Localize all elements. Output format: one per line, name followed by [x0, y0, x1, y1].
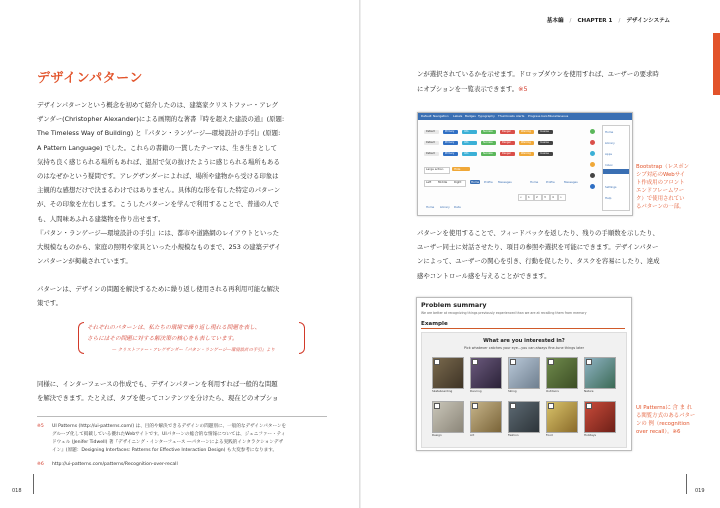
- bootstrap-page-link: [534, 194, 542, 201]
- bootstrap-button: [481, 152, 496, 156]
- bootstrap-page-link: [526, 194, 534, 201]
- paragraph-3-line: 策です。: [37, 299, 63, 308]
- quote-bracket-left: [78, 322, 84, 354]
- bootstrap-button-label: Inverse: [540, 141, 549, 144]
- bootstrap-button: [500, 130, 515, 134]
- bootstrap-sidebar: [602, 125, 630, 211]
- bootstrap-page-label: 3: [544, 195, 546, 199]
- bootstrap-button: [443, 130, 458, 134]
- bootstrap-button-label: Danger: [502, 130, 511, 133]
- bootstrap-nav-item: Progress bars: [528, 114, 548, 118]
- bootstrap-sidebar-item: Library: [605, 141, 615, 145]
- tile-checkbox[interactable]: [548, 359, 554, 365]
- paragraph-1-line: 主観的な感想だけで決まるわけではありません。具体的な形を有した特定のパターン: [37, 186, 281, 195]
- right-page: [361, 0, 720, 508]
- paragraph-1-line: も、人間味あふれる建築物を作り出せます。: [37, 214, 165, 223]
- page-edge-mark: [686, 474, 687, 494]
- footnote-text: グループ化して掲載している優れたWebサイトです。UIパターンの総合的な情報については、ジェニファー・ティ: [52, 432, 286, 437]
- bootstrap-button-label: Info: [464, 141, 469, 144]
- bootstrap-page-label: 4: [552, 195, 554, 199]
- bootstrap-label-messages: Messages: [498, 180, 512, 184]
- interest-question: What are you interested in?: [483, 338, 565, 344]
- bootstrap-page-label: 2: [536, 195, 538, 199]
- caption-ui-patterns-line: UI Patternsに 含 ま れ: [636, 405, 693, 411]
- footnote-mark: ※6: [37, 462, 44, 467]
- bootstrap-page-label: 1: [528, 195, 530, 199]
- bootstrap-button-label: Default: [426, 152, 435, 155]
- tile-checkbox[interactable]: [510, 359, 516, 365]
- interest-picker: [421, 332, 627, 448]
- footnote-text: イン』(原題：Designing Interfaces: Patterns for Effective Interaction Design) も大変参考になります。: [52, 448, 278, 453]
- bootstrap-label-middle: Middle: [438, 180, 448, 184]
- tile-checkbox[interactable]: [434, 403, 440, 409]
- page-number-left: 018: [12, 488, 22, 494]
- bootstrap-button-label: Danger: [502, 152, 511, 155]
- interest-tile-label: Nature: [584, 389, 594, 393]
- bootstrap-nav-item: Badges: [465, 114, 476, 118]
- bootstrap-button: [519, 152, 534, 156]
- bootstrap-sidebar-item: Inbox: [605, 163, 613, 167]
- bootstrap-badge: [590, 184, 595, 189]
- right-paragraph-2-line: ンによって、ユーザーの関心を引き、行動を促したり、タスクを容易にしたり、達成: [417, 257, 660, 266]
- interest-tile-label: Skiing: [508, 389, 517, 393]
- bootstrap-button: [538, 141, 553, 145]
- interest-tile[interactable]: [432, 401, 464, 433]
- interest-tile[interactable]: [470, 357, 502, 389]
- interest-tile-label: Fashion: [508, 433, 519, 437]
- left-page: [0, 0, 359, 508]
- bootstrap-button: [424, 141, 439, 145]
- bootstrap-button: [500, 141, 515, 145]
- caption-ui-patterns-line: ンの 例（recognition: [636, 421, 690, 427]
- bootstrap-nav-item: Miscellaneous: [548, 114, 569, 118]
- bootstrap-button-label: Success: [483, 141, 493, 144]
- interest-tile-label: Holidays: [584, 433, 596, 437]
- interest-tile-label: Food: [546, 433, 553, 437]
- interest-tile[interactable]: [584, 357, 616, 389]
- footnote-mark: ※5: [37, 424, 44, 429]
- paragraph-3-line: パターンは、デザインの問題を解決するために繰り返し使用される再利用可能な解決: [37, 285, 280, 293]
- caption-bootstrap-line: エンドフレームワー: [636, 188, 685, 194]
- quote-line-1: それぞれのパターンは、私たちの環境で繰り返し現れる問題を表し、: [87, 325, 261, 331]
- interest-tile[interactable]: [508, 357, 540, 389]
- bootstrap-page-label: »: [560, 195, 562, 199]
- bootstrap-badge: [590, 173, 595, 178]
- section-heading: デザインパターン: [37, 71, 143, 86]
- ui-patterns-screenshot: [416, 297, 632, 451]
- tile-checkbox[interactable]: [472, 403, 478, 409]
- paragraph-1-line: のはなぜかという疑問です。アレグザンダーによれば、場所や建物から受ける印象は: [37, 172, 279, 180]
- bootstrap-button: [443, 152, 458, 156]
- paragraph-1-line: A Pattern Language) でした。これらの書籍の一貫したテーマは、生き生きとして: [37, 143, 278, 152]
- bootstrap-button-label: Info: [464, 130, 469, 133]
- interest-tile[interactable]: [546, 357, 578, 389]
- bootstrap-sidebar-item: Home: [605, 130, 614, 134]
- paragraph-1-line: ザンダー(Christopher Alexander)による画期的な著書『時を超えた建設の道』(原題:: [37, 115, 285, 124]
- bootstrap-badge: [590, 129, 595, 134]
- running-head-title: デザインシステム: [626, 18, 670, 24]
- bootstrap-nav-item: Default: [421, 114, 432, 118]
- interest-tile-label: Dancing: [470, 389, 482, 393]
- bootstrap-breadcrumb-item: Data: [454, 205, 461, 209]
- interest-prompt: Pick whatever catches your eye...you can always fine-tune things later: [463, 346, 585, 350]
- tile-checkbox[interactable]: [586, 359, 592, 365]
- quote-line-2: さらにはその問題に対する解決策の核心をも表しています。: [87, 336, 238, 342]
- bootstrap-button: [424, 130, 439, 134]
- bootstrap-button-label: Warning: [521, 130, 531, 133]
- page-number-right: 019: [695, 488, 705, 494]
- bootstrap-button: [519, 141, 534, 145]
- bootstrap-button-label: Primary: [445, 152, 455, 155]
- bootstrap-label-messages-2: Messages: [564, 180, 578, 184]
- caption-ui-patterns-line: over recall）。※6: [636, 429, 681, 435]
- bootstrap-navbar: [418, 113, 632, 120]
- bootstrap-badge: [590, 162, 595, 167]
- quote-bracket-right: [299, 322, 305, 354]
- bootstrap-button: [462, 141, 477, 145]
- bootstrap-label-home: Home: [471, 180, 480, 184]
- caption-bootstrap-line: ト作成用のフロント: [636, 180, 685, 186]
- paragraph-4-line: 同様に、インターフェースの作成でも、デザインパターンを利用すれば一般的な問題: [37, 380, 278, 388]
- bootstrap-button-label: Warning: [521, 141, 531, 144]
- problem-summary-divider: [421, 328, 625, 329]
- bootstrap-page-link: [558, 194, 566, 201]
- bootstrap-button-label: Default: [426, 130, 435, 133]
- problem-summary-text: We are better at recognizing things previously experienced than we are at recalling them from memory: [421, 311, 587, 315]
- bootstrap-page-link: [518, 194, 526, 201]
- bootstrap-sidebar-item: Profile: [605, 174, 614, 178]
- bootstrap-button: [424, 152, 439, 156]
- bootstrap-button-label: Danger: [502, 141, 511, 144]
- paragraph-4-line: を解決できます。たとえば、タブを使ってコンテンツを分けたら、現在どのオプショ: [37, 394, 279, 403]
- tile-checkbox[interactable]: [548, 403, 554, 409]
- bootstrap-button-label: Primary: [445, 141, 455, 144]
- interest-tile[interactable]: [584, 401, 616, 433]
- footnote-text: ドウェル (Jenifer Tidwell) 著『デザイニング・インターフェース ―パターンによる実践的インタラクションデザ: [52, 440, 284, 445]
- bootstrap-sidebar-item: Settings: [605, 185, 617, 189]
- bootstrap-button-label: Inverse: [540, 130, 549, 133]
- bootstrap-button: [462, 130, 477, 134]
- bootstrap-nav-item: Alerts: [516, 114, 525, 118]
- bootstrap-nav-item: Typography: [478, 114, 495, 118]
- interest-tile-label: Skateboarding: [432, 389, 453, 393]
- right-paragraph-1-text: にオプションを一覧表示できます。: [417, 85, 519, 93]
- bootstrap-button-label: Success: [483, 130, 493, 133]
- bootstrap-label-home-2: Home: [530, 180, 539, 184]
- bootstrap-page-label: «: [520, 195, 522, 199]
- bootstrap-badge: [590, 151, 595, 156]
- bootstrap-button-label: Primary: [445, 130, 455, 133]
- bootstrap-label-left: Left: [426, 180, 432, 184]
- tile-checkbox[interactable]: [472, 359, 478, 365]
- bootstrap-button-label: Warning: [521, 152, 531, 155]
- bootstrap-button-label: Inverse: [540, 152, 549, 155]
- bootstrap-label-profile: Profile: [484, 180, 493, 184]
- page-edge-mark: [33, 474, 34, 494]
- interest-tile-label: Art: [470, 433, 475, 437]
- tile-checkbox[interactable]: [434, 359, 440, 365]
- bootstrap-breadcrumb-item: Home: [426, 205, 435, 209]
- bootstrap-page-link: [542, 194, 550, 201]
- running-head-section: 基本編: [546, 18, 564, 24]
- right-paragraph-2-line: 感やコントロール感を与えることができます。: [417, 271, 551, 280]
- bootstrap-page-link: [550, 194, 558, 201]
- bootstrap-button: [462, 152, 477, 156]
- bootstrap-button: [538, 130, 553, 134]
- bootstrap-button: [500, 152, 515, 156]
- paragraph-2-line: 『パタン・ランゲージ―環境設計の手引』には、都市や道路網のレイアウトといった: [37, 229, 280, 237]
- right-paragraph-2-line: ユーザー同士に対話させたり、項目の参照や選択を可能にできます。デザインパター: [417, 243, 659, 252]
- caption-bootstrap-line: ク）で使用されてい: [636, 196, 685, 202]
- bootstrap-button-label: Default: [426, 141, 435, 144]
- tile-checkbox[interactable]: [586, 403, 592, 409]
- paragraph-1-line: が、その印象を左右します。こうしたパターンを学んで利用することで、普通の人で: [37, 200, 280, 209]
- bootstrap-nav-item: Labels: [453, 114, 463, 118]
- footnote-rule: [37, 416, 327, 417]
- paragraph-1-line: 気持ち良く感じられる場所もあれば、退屈で気の抜けたように感じられる場所もある: [37, 157, 280, 166]
- bootstrap-button: [481, 141, 496, 145]
- bootstrap-label-right: Right: [454, 180, 462, 184]
- caption-bootstrap-line: るパターンの一部。: [636, 204, 685, 210]
- interest-tile-label: Design: [432, 433, 442, 437]
- example-label: Example: [421, 321, 448, 327]
- bootstrap-screenshot: [417, 112, 633, 216]
- caption-bootstrap-line: Bootstrap（レスポン: [636, 164, 690, 170]
- interest-tile[interactable]: [432, 357, 464, 389]
- caption-bootstrap-line: シブ対応のWebサイ: [636, 172, 686, 178]
- footnote-ref-5: ※5: [518, 85, 528, 93]
- running-head: 基本編 / CHAPTER 1 / デザインシステム: [546, 18, 670, 24]
- interest-tile-label: Outdoors: [546, 389, 559, 393]
- bootstrap-breadcrumb-item: Library: [440, 205, 450, 209]
- bootstrap-label-hide: Hide: [454, 167, 461, 171]
- interest-tile[interactable]: [470, 401, 502, 433]
- bootstrap-badge: [590, 140, 595, 145]
- bootstrap-nav-item: Thumbnails: [498, 114, 515, 118]
- chapter-tab: [713, 33, 720, 95]
- bootstrap-button: [538, 152, 553, 156]
- bootstrap-button: [481, 130, 496, 134]
- paragraph-1-line: The Timeless Way of Building) と『パタン・ランゲージ―環境設計の手引』(原題:: [37, 129, 281, 138]
- bootstrap-sidebar-item: Help: [605, 196, 612, 200]
- caption-ui-patterns-line: る閲覧方式のあるパター: [636, 413, 696, 419]
- bootstrap-label-profile-2: Profile: [546, 180, 555, 184]
- interest-tile[interactable]: [546, 401, 578, 433]
- paragraph-1-line: デザインパターンという概念を初めて紹介したのは、建築家クリストファー・アレグ: [37, 101, 278, 109]
- bootstrap-button: [443, 141, 458, 145]
- paragraph-2-line: 大規模なものから、家庭の照明や家具といった小規模なものまで、253 の建築デザイ: [37, 243, 281, 252]
- bootstrap-button-label: Success: [483, 152, 493, 155]
- bootstrap-nav-item: Navigation: [433, 114, 449, 118]
- bootstrap-sidebar-item: Apps: [605, 152, 612, 156]
- right-paragraph-1-line-1: ンが選択されているかを示せます。ドロップダウンを使用すれば、ユーザーの要求時: [417, 70, 659, 78]
- bootstrap-button-label: Info: [464, 152, 469, 155]
- footnote-text: http://ui-patterns.com/patterns/Recognition-over-recall: [52, 462, 178, 467]
- right-paragraph-1-line-2: [417, 83, 528, 96]
- problem-summary-title: Problem summary: [421, 301, 487, 309]
- bootstrap-button: [519, 130, 534, 134]
- right-paragraph-2-line: パターンを使用することで、フィードバックを返したり、残りの手順数を示したり、: [417, 229, 659, 237]
- quote-source: — クリストファー・アレグザンダー『パタン・ランゲージ―環境設計の手引』より: [112, 348, 275, 353]
- footnote-text: UI Patterns (http://ui-patterns.com/) は、目的や解決できるデザインの問題別に、一般的なデザインパターンを: [52, 424, 287, 429]
- running-head-chapter: CHAPTER 1: [577, 18, 613, 24]
- bootstrap-label-large-action: Large action: [426, 167, 444, 171]
- interest-tile[interactable]: [508, 401, 540, 433]
- tile-checkbox[interactable]: [510, 403, 516, 409]
- paragraph-2-line: ンパターンが掲載されています。: [37, 257, 132, 266]
